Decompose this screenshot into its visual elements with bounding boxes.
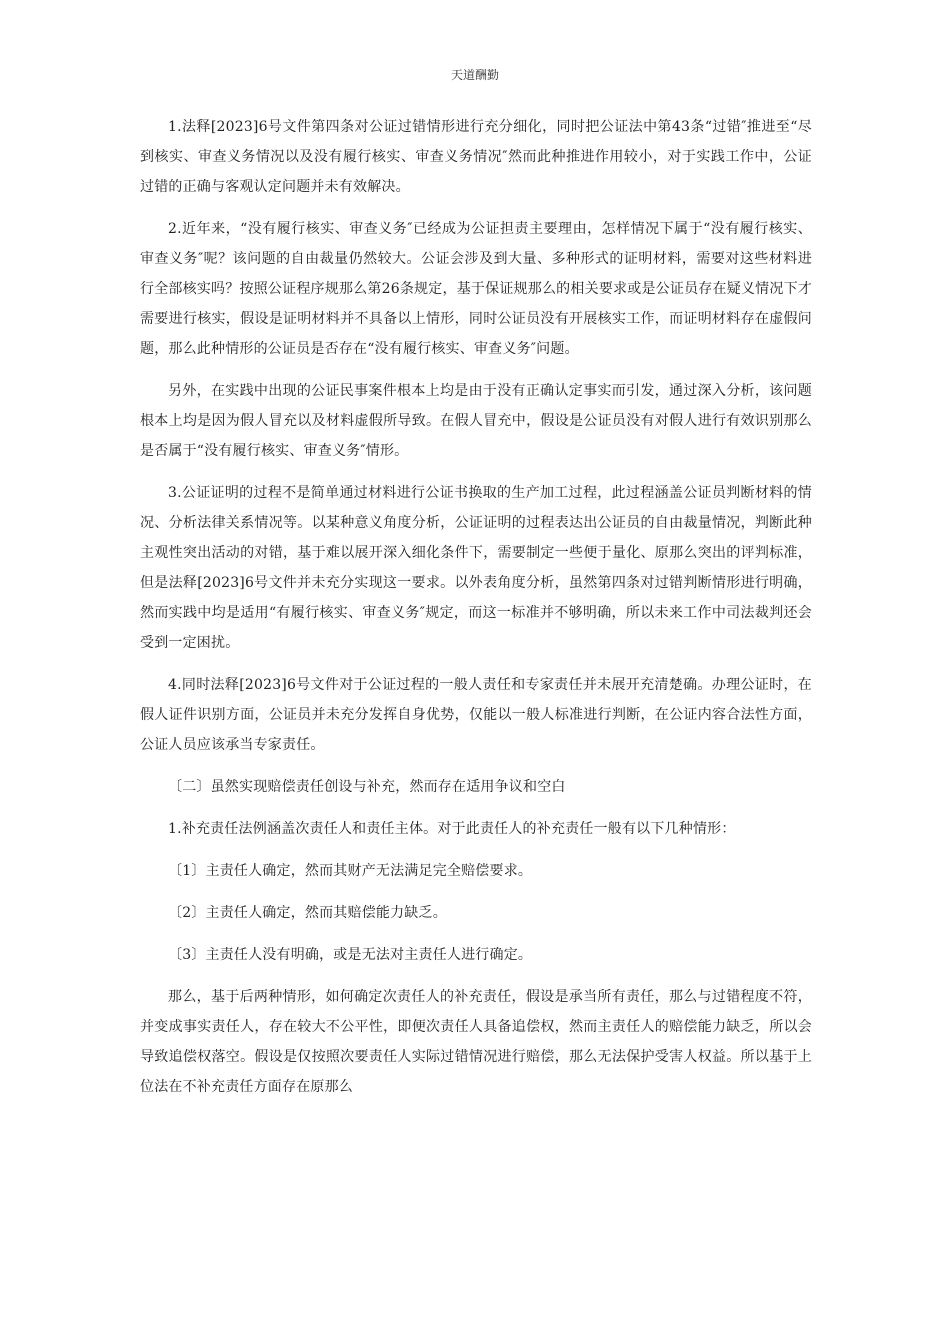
paragraph-3: 另外，在实践中出现的公证民事案件根本上均是由于没有正确认定事实而引发，通过深入分析，该问题根本上均是因为假人冒充以及材料虚假所导致。在假人冒充中，假设是公证员没有对假人进行有效识别那么是否属于“没有履行核实、审查义务″情形。 <box>140 383 812 459</box>
list-item-2: 〔2〕主责任人确定，然而其赔偿能力缺乏。 <box>168 905 447 921</box>
section-heading: 〔二〕虽然实现赔偿责任创设与补充，然而存在适用争议和空白 <box>168 779 566 795</box>
list-item-3: 〔3〕主责任人没有明确，或是无法对主责任人进行确定。 <box>168 947 533 963</box>
paragraph-1: 1.法释[2023]6号文件第四条对公证过错情形进行充分细化，同时把公证法中第43条“过错″推进至“尽到核实、审查义务情况以及没有履行核实、审查义务情况″然而此种推进作用较小，对于实践工作中，公证过错的正确与客观认定问题并未有效解决。 <box>140 119 812 195</box>
paragraph-5: 4.同时法释[2023]6号文件对于公证过程的一般人责任和专家责任并未展开充清楚确。办理公证时，在假人证件识别方面，公证员并未充分发挥自身优势，仅能以一般人标准进行判断，在公证内容合法性方面，公证人员应该承当专家责任。 <box>140 677 812 753</box>
paragraph-6: 1.补充责任法例涵盖次责任人和责任主体。对于此责任人的补充责任一般有以下几种情形： <box>168 821 736 837</box>
paragraph-2: 2.近年来，“没有履行核实、审查义务″已经成为公证担责主要理由，怎样情况下属于“没有履行核实、审查义务″呢？该问题的自由裁量仍然较大。公证会涉及到大量、多种形式的证明材料，需要对这些材料进行全部核实吗？按照公证程序规那么第26条规定，基于保证规那么的相关要求或是公证员存在疑义情况下才需要进行核实，假设是证明材料并不具备以上情形，同时公证员没有开展核实工作，而证明材料存在虚假问题，那么此种情形的公证员是否存在“没有履行核实、审查义务″问题。 <box>140 221 812 357</box>
list-item-1: 〔1〕主责任人确定，然而其财产无法满足完全赔偿要求。 <box>168 863 533 879</box>
page-header: 天道酬勤 <box>450 68 499 82</box>
paragraph-7: 那么，基于后两种情形，如何确定次责任人的补充责任，假设是承当所有责任，那么与过错程度不符，并变成事实责任人，存在较大不公平性，即便次责任人具备追偿权，然而主责任人的赔偿能力缺乏，所以会导致追偿权落空。假设是仅按照次要责任人实际过错情况进行赔偿，那么无法保护受害人权益。所以基于上位法在不补充责任方面存在原那么 <box>140 989 812 1095</box>
document-body <box>140 112 812 1114</box>
paragraph-4: 3.公证证明的过程不是简单通过材料进行公证书换取的生产加工过程，此过程涵盖公证员判断材料的情况、分析法律关系情况等。以某种意义角度分析，公证证明的过程表达出公证员的自由裁量情况，判断此种主观性突出活动的对错，基于难以展开深入细化条件下，需要制定一些便于量化、原那么突出的评判标准，但是法释[2023]6号文件并未充分实现这一要求。以外表角度分析，虽然第四条对过错判断情形进行明确，然而实践中均是适用“有履行核实、审查义务″规定，而这一标准并不够明确，所以未来工作中司法裁判还会受到一定困扰。 <box>140 485 812 651</box>
